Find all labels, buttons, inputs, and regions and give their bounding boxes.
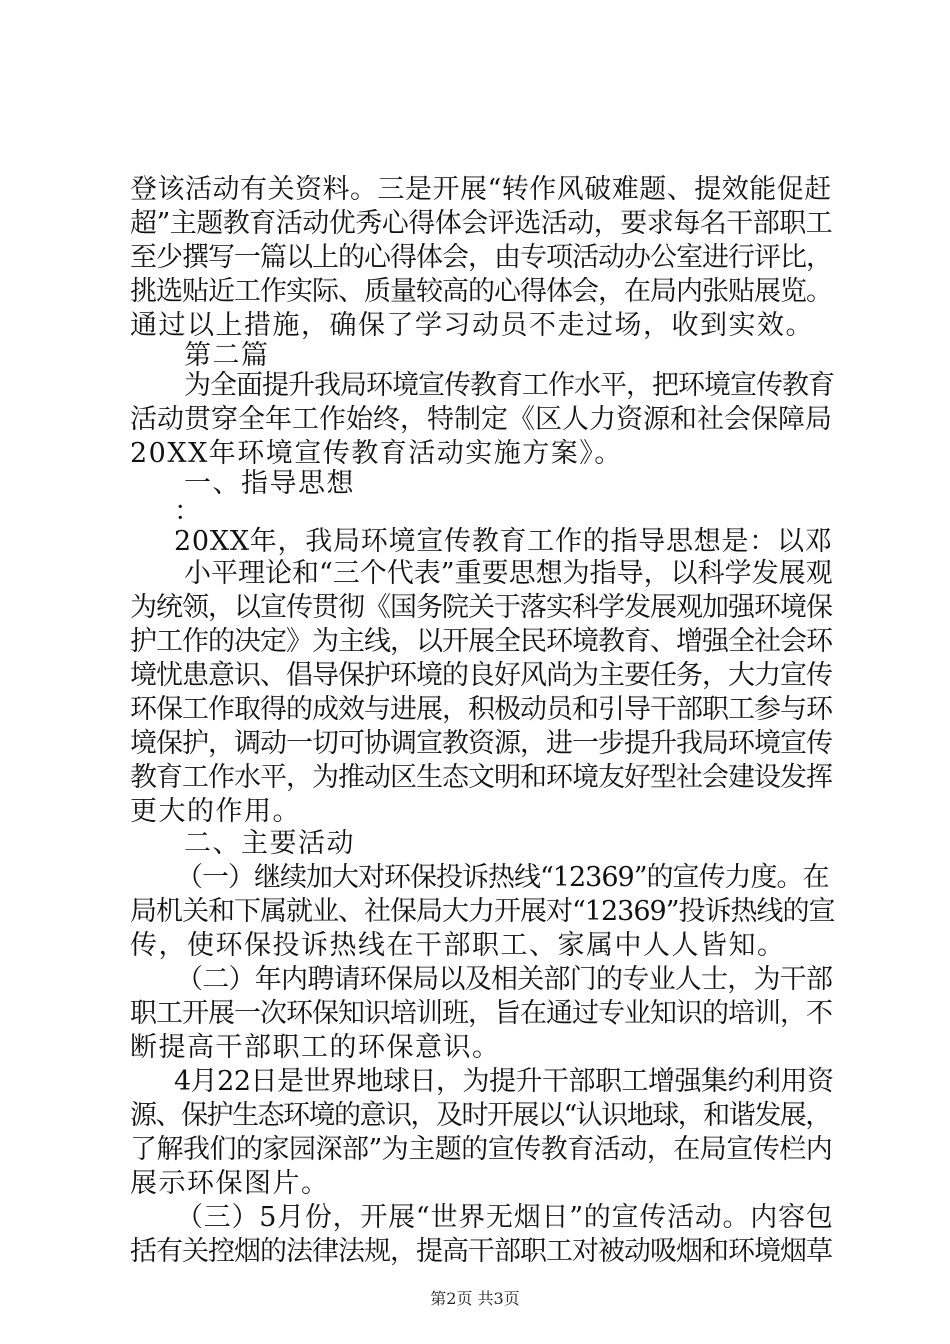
- text-line: 局机关和下属就业、社保局大力开展对“12369”投诉热线的宣: [130, 896, 835, 927]
- text-line: 20XX年环境宣传教育活动实施方案》。: [130, 438, 623, 469]
- text-line: 护工作的决定》为主线，以开展全民环境教育、增强全社会环: [130, 626, 832, 657]
- text-line: 登该活动有关资料。三是开展“转作风破难题、提效能促赶: [130, 174, 832, 205]
- text-line: 至少撰写一篇以上的心得体会，由专项活动办公室进行评比，: [130, 242, 832, 273]
- text-line: 4月22日是世界地球日，为提升干部职工增强集约利用资: [174, 1066, 834, 1097]
- text-line: （三）5月份，开展“世界无烟日”的宣传活动。内容包: [176, 1202, 834, 1233]
- text-line: 职工开展一次环保知识培训班，旨在通过专业知识的培训，不: [130, 998, 832, 1029]
- text-line: 通过以上措施，确保了学习动员不走过场，收到实效。: [130, 310, 814, 341]
- text-line: 传，使环保投诉热线在干部职工、家属中人人皆知。: [130, 930, 786, 961]
- text-line: 了解我们的家园深部”为主题的宣传教育活动，在局宣传栏内: [130, 1134, 833, 1165]
- text-line: 更大的作用。: [130, 796, 301, 827]
- text-line: 括有关控烟的法律法规，提高干部职工对被动吸烟和环境烟草: [130, 1236, 832, 1267]
- text-line: 源、保护生态环境的意识，及时开展以“认识地球，和谐发展，: [130, 1100, 831, 1131]
- text-line: 超”主题教育活动优秀心得体会评选活动，要求每名干部职工: [130, 208, 833, 239]
- heading-guiding-thought: 一、指导思想: [184, 468, 355, 499]
- text-line: 小平理论和“三个代表”重要思想为指导，以科学发展观: [184, 558, 833, 589]
- text-line: （一）继续加大对环保投诉热线“12369”的宣传力度。在: [176, 862, 829, 893]
- section-title: 第二篇: [184, 340, 270, 371]
- text-line: 为全面提升我局环境宣传教育工作水平，把环境宣传教育: [184, 370, 834, 401]
- page-number-footer: 第2页 共3页: [430, 1289, 520, 1308]
- text-line: 活动贯穿全年工作始终，特制定《区人力资源和社会保障局: [130, 404, 832, 435]
- text-line: 教育工作水平，为推动区生态文明和环境友好型社会建设发挥: [130, 762, 832, 793]
- text-line: 为统领，以宣传贯彻《国务院关于落实科学发展观加强环境保: [130, 592, 832, 623]
- text-line: ：: [174, 496, 203, 527]
- text-line: 挑选贴近工作实际、质量较高的心得体会，在局内张贴展览。: [130, 276, 832, 307]
- text-line: 20XX年，我局环境宣传教育工作的指导思想是：以邓: [174, 526, 833, 557]
- text-line: 境保护，调动一切可协调宣教资源，进一步提升我局环境宣传: [130, 728, 832, 759]
- text-line: 展示环保图片。: [130, 1168, 330, 1199]
- text-line: 环保工作取得的成效与进展，积极动员和引导干部职工参与环: [130, 694, 832, 725]
- text-line: （二）年内聘请环保局以及相关部门的专业人士，为干部: [176, 964, 833, 995]
- text-line: 境忧患意识、倡导保护环境的良好风尚为主要任务，大力宣传: [130, 660, 832, 691]
- text-line: 断提高干部职工的环保意识。: [130, 1032, 501, 1063]
- heading-main-activities: 二、主要活动: [184, 828, 355, 859]
